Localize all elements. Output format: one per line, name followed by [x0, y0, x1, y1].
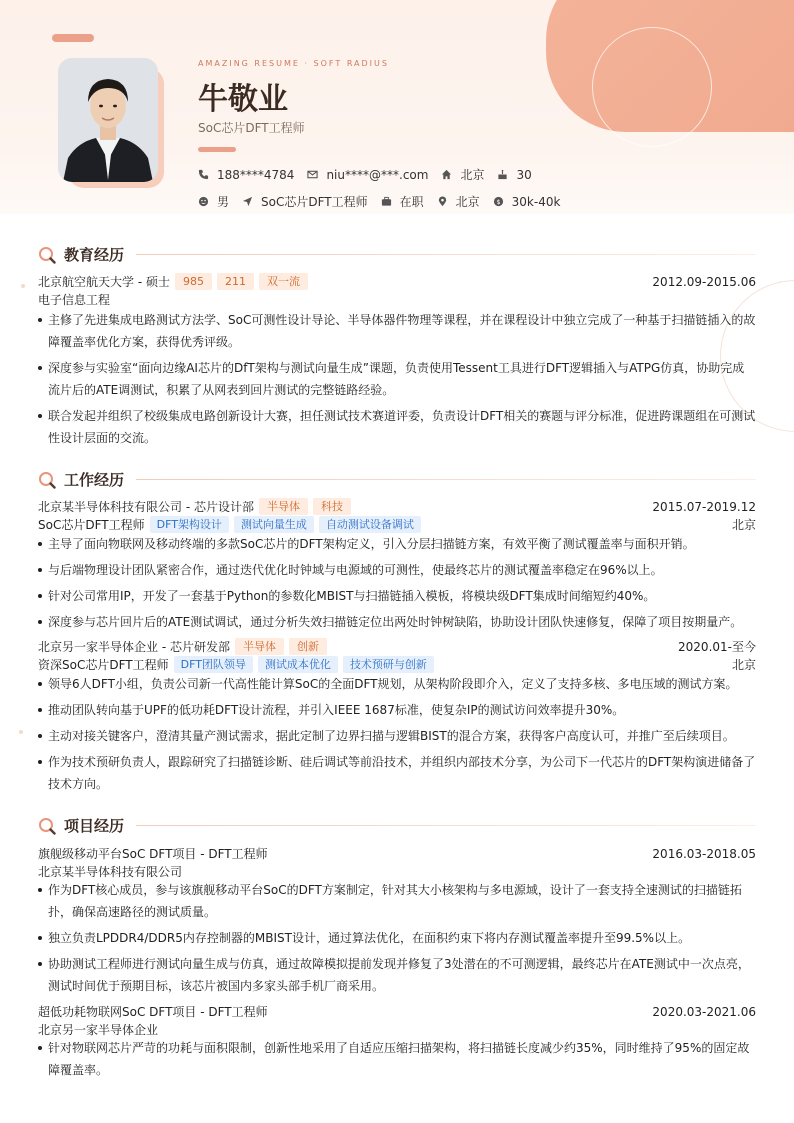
mail-icon — [307, 169, 318, 180]
salary-text: 30k-40k — [511, 194, 561, 209]
decorative-dot — [19, 730, 23, 734]
avatar-photo — [58, 58, 158, 182]
gender-text: 男 — [217, 195, 230, 209]
skill-tag: 测试成本优化 — [258, 656, 338, 673]
project-bullets — [38, 879, 756, 997]
list-item: 作为技术预研负责人，跟踪研究了扫描链诊断、硅后调试等前沿技术，并组织内部技术分享，为公司下一代芯片的DFT架构演进储备了技术方向。 — [38, 751, 756, 795]
job-header — [38, 638, 756, 655]
search-icon — [38, 246, 56, 264]
decorative-ring — [592, 27, 712, 147]
company-name: 北京某半导体科技有限公司 - 芯片设计部 — [38, 500, 254, 514]
project-name: 超低功耗物联网SoC DFT项目 - DFT工程师 — [38, 1005, 268, 1019]
age-item — [497, 168, 531, 182]
job-city: 北京 — [731, 658, 756, 672]
phone-icon — [198, 169, 209, 180]
job-role-row — [38, 516, 756, 533]
education-bullets — [38, 309, 756, 449]
profile-row — [198, 193, 573, 210]
decorative-bar — [52, 34, 94, 42]
section-divider — [136, 825, 756, 826]
section-work — [38, 469, 756, 490]
candidate-title: SoC芯片DFT工程师 — [198, 121, 305, 135]
school-tag: 985 — [175, 273, 212, 290]
industry-tag: 半导体 — [235, 638, 284, 655]
list-item: 独立负责LPDDR4/DDR5内存控制器的MBIST设计，通过算法优化，在面积约束下将内存测试覆盖率提升至99.5%以上。 — [38, 927, 756, 949]
project-company-row — [38, 863, 756, 880]
project-date: 2020.03-2021.06 — [652, 1004, 756, 1019]
job-bullets — [38, 533, 756, 633]
list-item: 联合发起并组织了校级集成电路创新设计大赛，担任测试技术赛道评委，负责设计DFT相关的赛题与评分标准，促进跨课题组在可测试性设计层面的交流。 — [38, 405, 756, 449]
phone-text: 188****4784 — [217, 167, 295, 182]
home-icon — [441, 169, 452, 180]
project-date: 2016.03-2018.05 — [652, 846, 756, 861]
job-header — [38, 498, 756, 515]
education-header — [38, 273, 756, 290]
age-text: 30 — [516, 167, 532, 182]
gender-icon — [198, 196, 209, 207]
industry-tag: 创新 — [289, 638, 327, 655]
section-divider — [136, 254, 756, 255]
job-role: SoC芯片DFT工程师 — [38, 518, 145, 532]
project-bullets — [38, 1037, 756, 1081]
list-item: 与后端物理设计团队紧密合作，通过迭代优化时钟域与电源域的可测性，使最终芯片的测试覆盖率稳定在96%以上。 — [38, 559, 756, 581]
list-item: 推动团队转向基于UPF的低功耗DFT设计流程，并引入IEEE 1687标准，使复杂IP的测试访问效率提升30%。 — [38, 699, 756, 721]
school-name: 北京航空航天大学 - 硕士 — [38, 275, 170, 289]
list-item: 领导6人DFT小组，负责公司新一代高性能计算SoC的全面DFT规划，从架构阶段即介入，定义了支持多核、多电压域的测试方案。 — [38, 673, 756, 695]
list-item: 针对公司常用IP，开发了一套基于Python的参数化MBIST与扫描链插入模板，将模块级DFT集成时间缩短约40%。 — [38, 585, 756, 607]
school-tag: 211 — [217, 273, 254, 290]
search-icon — [38, 471, 56, 489]
section-title: 教育经历 — [64, 246, 125, 264]
company-name: 北京另一家半导体企业 - 芯片研发部 — [38, 640, 230, 654]
project-header — [38, 1003, 756, 1020]
email-text: niu****@***.com — [326, 167, 429, 182]
residence-item — [441, 166, 484, 183]
email-item — [307, 168, 428, 182]
skill-tag: DFT团队领导 — [174, 656, 253, 673]
section-education — [38, 244, 756, 265]
job-date: 2015.07-2019.12 — [652, 499, 756, 514]
send-icon — [242, 196, 253, 207]
job-date: 2020.01-至今 — [678, 640, 756, 654]
search-icon — [38, 817, 56, 835]
list-item: 主动对接关键客户，澄清其量产测试需求，据此定制了边界扫描与逻辑BIST的混合方案，获得客户高度认可，并推广至后续项目。 — [38, 725, 756, 747]
section-divider — [136, 479, 756, 480]
birthday-cake-icon — [497, 169, 508, 180]
gender-item — [198, 193, 229, 210]
project-name: 旗舰级移动平台SoC DFT项目 - DFT工程师 — [38, 847, 268, 861]
job-bullets — [38, 673, 756, 795]
briefcase-icon — [381, 196, 392, 207]
skill-tag: 技术预研与创新 — [343, 656, 434, 673]
project-company: 北京另一家半导体企业 — [38, 1023, 159, 1037]
list-item: 作为DFT核心成员，参与该旗舰移动平台SoC的DFT方案制定，针对其大小核架构与多电源域，设计了一套支持全速测试的扫描链拓扑，确保高速路径的测试质量。 — [38, 879, 756, 923]
list-item: 针对物联网芯片严苛的功耗与面积限制，创新性地采用了自适应压缩扫描架构，将扫描链长度减少约35%，同时维持了95%的固定故障覆盖率。 — [38, 1037, 756, 1081]
job-role: 资深SoC芯片DFT工程师 — [38, 658, 169, 672]
project-company-row — [38, 1021, 756, 1038]
school-tag: 双一流 — [259, 273, 308, 290]
status-item — [381, 193, 424, 210]
industry-tag: 科技 — [313, 498, 351, 515]
resume-header — [0, 0, 794, 214]
target-city-item — [437, 193, 480, 210]
job-city: 北京 — [731, 518, 756, 532]
skill-tag: 测试向量生成 — [234, 516, 314, 533]
target-city-text: 北京 — [455, 195, 480, 209]
position-text: SoC芯片DFT工程师 — [261, 195, 368, 209]
salary-icon — [493, 196, 504, 207]
major-row — [38, 291, 756, 308]
industry-tag: 半导体 — [259, 498, 308, 515]
section-projects — [38, 815, 756, 836]
salary-item — [493, 195, 561, 209]
list-item: 主导了面向物联网及移动终端的多款SoC芯片的DFT架构定义，引入分层扫描链方案，有效平衡了测试覆盖率与面积开销。 — [38, 533, 756, 555]
decorative-dot — [21, 284, 25, 288]
major-name: 电子信息工程 — [38, 293, 111, 307]
residence-text: 北京 — [460, 168, 485, 182]
skill-tag: 自动测试设备调试 — [319, 516, 421, 533]
phone-item — [198, 168, 294, 182]
section-title: 工作经历 — [64, 471, 125, 489]
section-title: 项目经历 — [64, 817, 125, 835]
status-text: 在职 — [399, 195, 424, 209]
job-role-row — [38, 656, 756, 673]
education-date: 2012.09-2015.06 — [652, 274, 756, 289]
list-item: 协助测试工程师进行测试向量生成与仿真，通过故障模拟提前发现并修复了3处潜在的不可测逻辑，最终芯片在ATE测试中一次点亮，测试时间优于预期目标，该芯片被国内多家头部手机厂商采用。 — [38, 953, 756, 997]
accent-bar — [198, 147, 236, 152]
svg-text:$: $ — [496, 197, 501, 206]
project-company: 北京某半导体科技有限公司 — [38, 865, 183, 879]
portrait-illustration — [58, 58, 158, 182]
list-item: 主修了先进集成电路测试方法学、SoC可测性设计导论、半导体器件物理等课程，并在课程设计中独立完成了一种基于扫描链插入的故障覆盖率优化方案，获得优秀评级。 — [38, 309, 756, 353]
skill-tag: DFT架构设计 — [150, 516, 229, 533]
position-item — [242, 193, 368, 210]
location-pin-icon — [437, 196, 448, 207]
project-header — [38, 845, 756, 862]
list-item: 深度参与芯片回片后的ATE测试调试，通过分析失效扫描链定位出两处时钟树缺陷，协助设计团队快速修复，保障了项目按期量产。 — [38, 611, 756, 633]
list-item: 深度参与实验室“面向边缘AI芯片的DfT架构与测试向量生成”课题，负责使用Tessent工具进行DFT逻辑插入与ATPG仿真，协助完成流片后的ATE调测试，积累了从网表到回片测试的完整链路经验。 — [38, 357, 756, 401]
header-tagline: AMAZING RESUME · SOFT RADIUS — [198, 59, 389, 68]
candidate-name: 牛敬业 — [198, 82, 288, 117]
contact-row — [198, 166, 545, 183]
